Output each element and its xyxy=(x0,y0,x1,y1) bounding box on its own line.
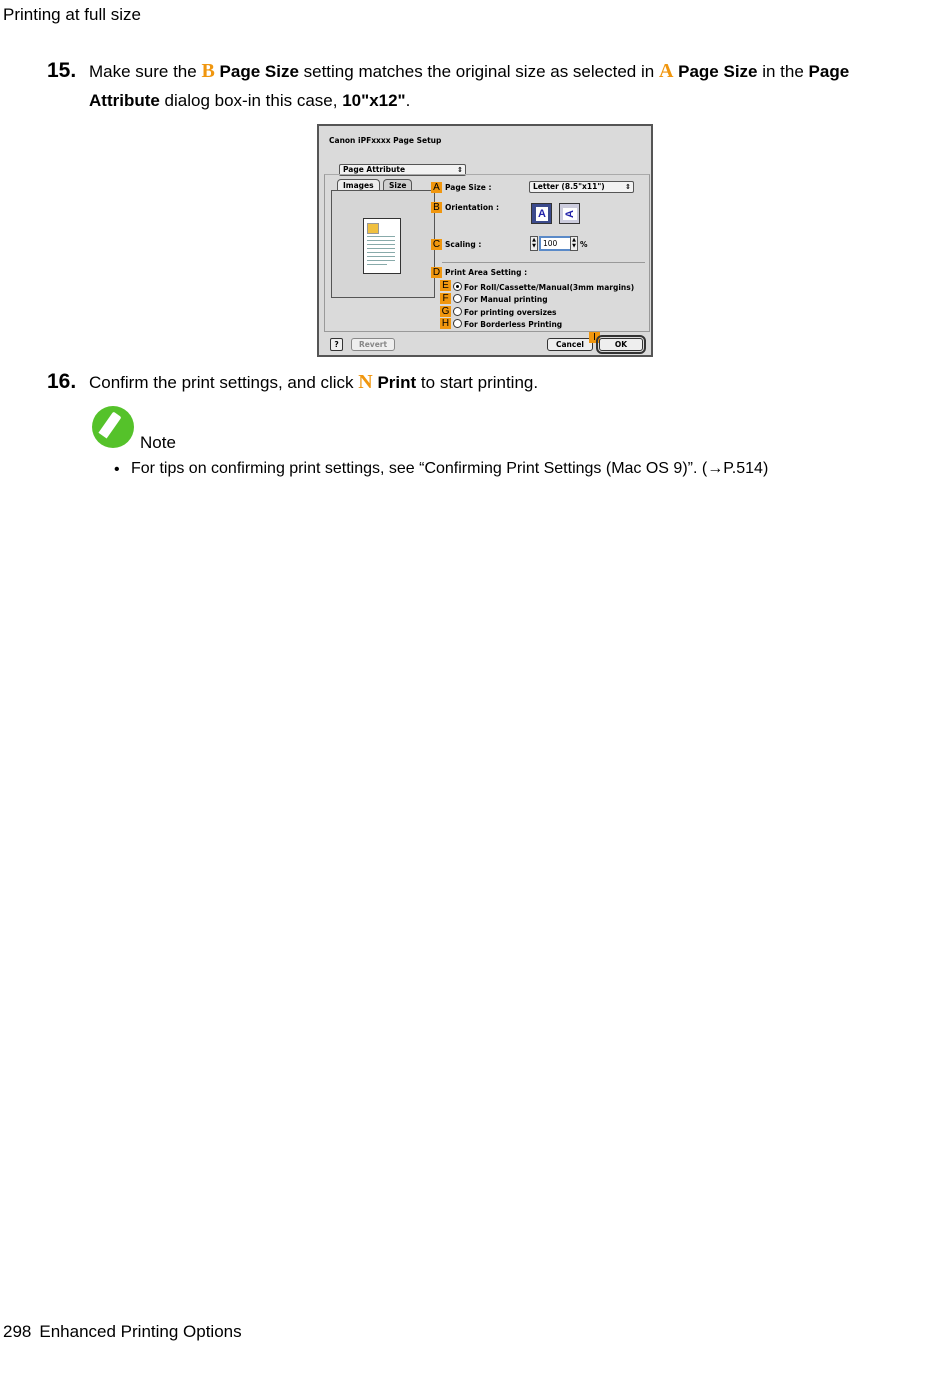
scaling-unit: % xyxy=(580,240,588,249)
note-text[interactable]: For tips on confirming print settings, see “Confirming Print Settings (Mac OS 9)”. (→P.514) xyxy=(131,460,769,477)
marker-a: A xyxy=(658,60,674,82)
size-value: 10"x12" xyxy=(342,91,406,110)
orientation-label: Orientation : xyxy=(445,203,499,212)
note-label: Note xyxy=(140,433,176,452)
radio-label: For Roll/Cassette/Manual(3mm margins) xyxy=(464,283,635,292)
divider xyxy=(442,262,645,263)
text: Confirm the print settings, and click xyxy=(89,373,359,392)
radio-oversizes[interactable] xyxy=(453,307,462,316)
scaling-input[interactable]: 100 xyxy=(539,236,575,251)
text: dialog box-in this case, xyxy=(159,91,343,110)
revert-button[interactable]: Revert xyxy=(351,338,395,351)
scaling-unit-stepper[interactable]: ▲ ▼ xyxy=(570,236,578,251)
page-number: 298 xyxy=(3,1322,32,1341)
popup-arrow-icon: ⇕ xyxy=(457,166,463,174)
text: in the xyxy=(757,62,809,81)
popup-arrow-icon: ⇕ xyxy=(625,183,631,191)
tab-images[interactable]: Images xyxy=(337,179,380,191)
dialog-name: Page Attribute xyxy=(89,62,850,110)
page-footer xyxy=(3,1322,242,1342)
radio-borderless[interactable] xyxy=(453,319,462,328)
section-title: Enhanced Printing Options xyxy=(39,1322,242,1341)
step-text xyxy=(89,57,919,115)
bullet-icon: • xyxy=(114,461,120,478)
step-number: 15. xyxy=(47,59,77,82)
badge-g: G xyxy=(441,306,450,317)
marker-n: N xyxy=(358,371,373,393)
radio-label: For Manual printing xyxy=(464,295,548,304)
ok-button[interactable]: OK xyxy=(599,338,643,351)
landscape-icon: A xyxy=(563,208,577,220)
page-header: Printing at full size xyxy=(3,5,141,24)
setting-name: Page Size xyxy=(678,62,758,81)
text: Make sure the xyxy=(89,62,202,81)
setting-name: Page Size xyxy=(219,62,299,81)
badge-i: I xyxy=(589,332,600,343)
badge-b: B xyxy=(431,202,442,213)
page-size-select[interactable] xyxy=(529,181,634,193)
scaling-stepper[interactable]: ▲ ▼ xyxy=(530,236,538,251)
page-setup-dialog xyxy=(317,124,653,357)
button-name: Print xyxy=(377,373,417,392)
badge-f: F xyxy=(440,293,451,304)
portrait-icon: A xyxy=(536,207,548,221)
scaling-label: Scaling : xyxy=(445,240,482,249)
print-area-label: Print Area Setting : xyxy=(445,268,528,277)
tab-size[interactable]: Size xyxy=(383,179,412,191)
text: . xyxy=(405,91,411,110)
step-number: 16. xyxy=(47,370,77,393)
radio-label: For Borderless Printing xyxy=(464,320,563,329)
radio-manual[interactable] xyxy=(453,294,462,303)
preview-panel xyxy=(331,190,435,298)
landscape-button[interactable] xyxy=(559,203,580,224)
badge-a: A xyxy=(431,182,442,193)
badge-e: E xyxy=(440,280,451,291)
help-button[interactable]: ? xyxy=(330,338,343,351)
text: setting matches the original size as selected in xyxy=(298,62,659,81)
note-pencil-icon xyxy=(92,406,134,448)
radio-roll-cassette[interactable] xyxy=(453,282,462,291)
page-size-value: Letter (8.5"x11") xyxy=(533,182,605,191)
cancel-button[interactable]: Cancel xyxy=(547,338,593,351)
page-size-label: Page Size : xyxy=(445,183,492,192)
popup-label: Page Attribute xyxy=(343,165,406,174)
step-text xyxy=(89,368,919,397)
portrait-button[interactable] xyxy=(531,203,552,224)
marker-b: B xyxy=(201,60,215,82)
radio-label: For printing oversizes xyxy=(464,308,557,317)
dialog-title: Canon iPFxxxx Page Setup xyxy=(329,136,442,145)
text: to start printing. xyxy=(416,373,539,392)
badge-h: H xyxy=(441,318,450,329)
page-preview-icon xyxy=(363,218,401,274)
badge-d: D xyxy=(432,267,441,278)
badge-c: C xyxy=(432,239,441,250)
